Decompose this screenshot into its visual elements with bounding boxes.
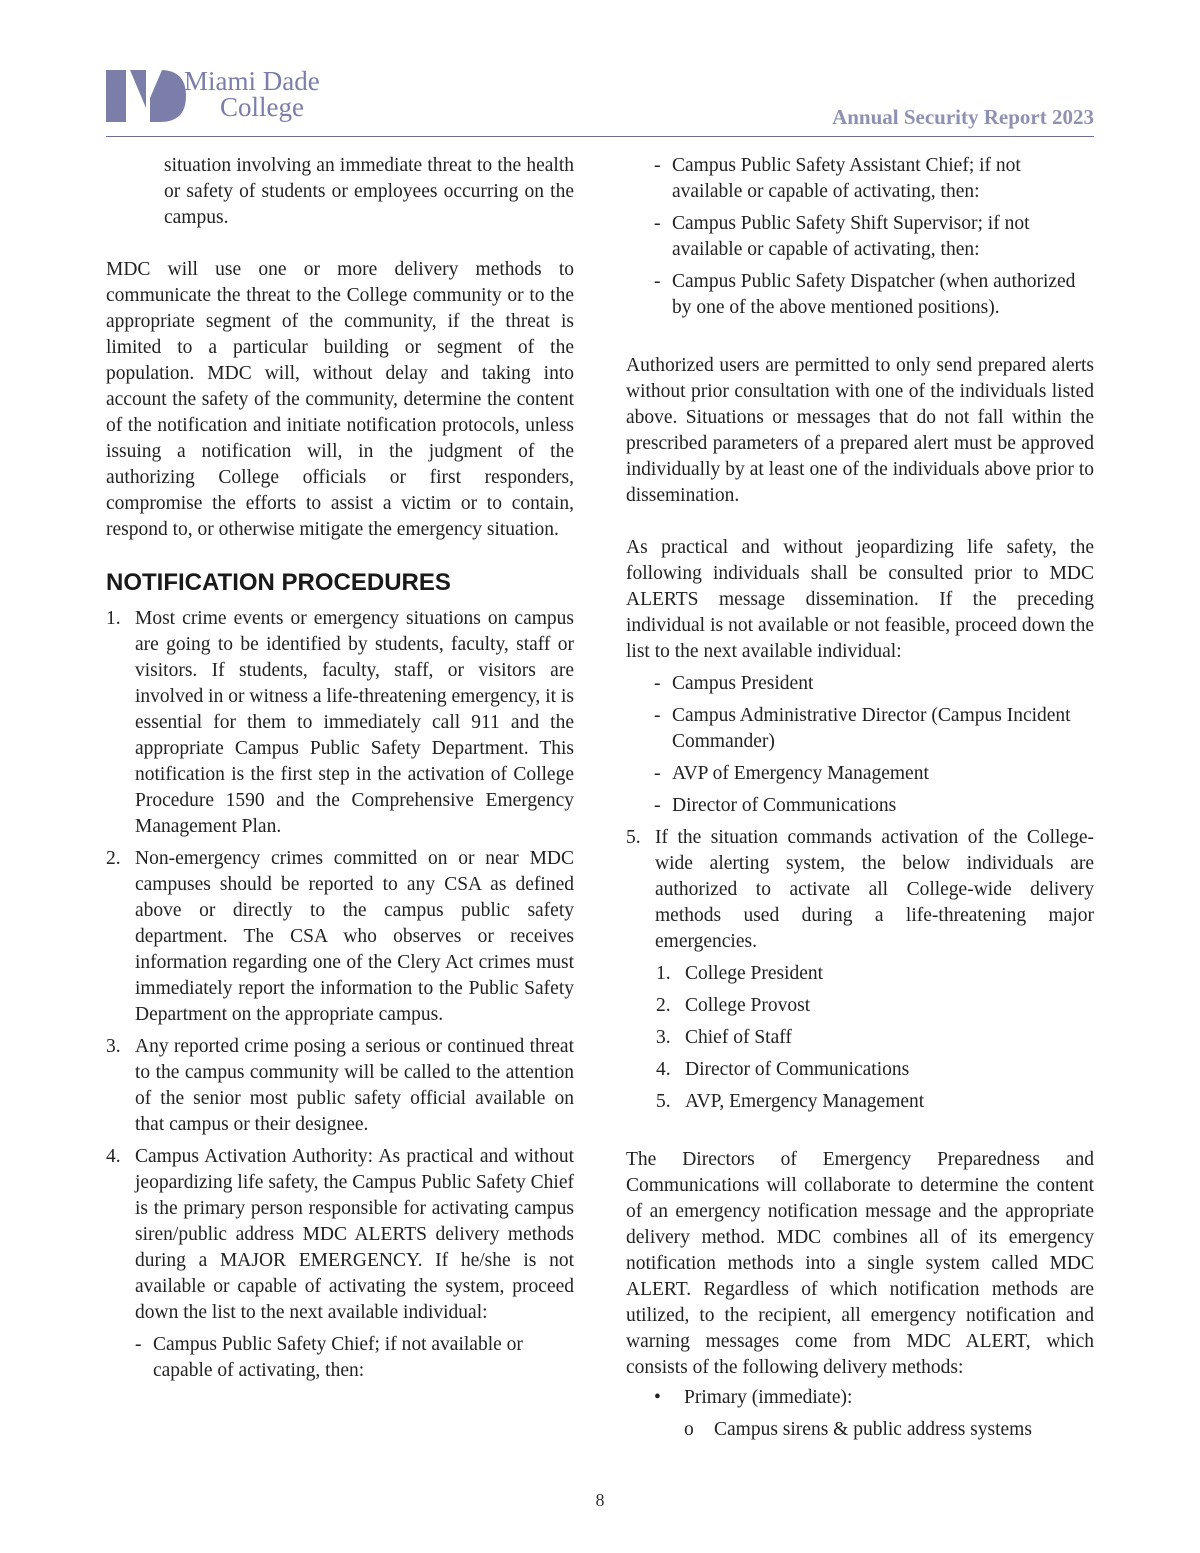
page-number: 8 — [595, 1490, 605, 1510]
dash-bullet: - — [654, 705, 661, 726]
list-number: 2. — [656, 995, 671, 1016]
activation-authority-list — [135, 1332, 574, 1384]
list-number: 4. — [656, 1059, 671, 1080]
list-item-text: Primary (immediate): — [684, 1387, 853, 1408]
list-number: 1. — [106, 608, 121, 629]
list-number: 5. — [656, 1091, 671, 1112]
directors-paragraph: The Directors of Emergency Preparedness and Communications will collaborate to determine the content of an emergency notification message and the appropriate delivery method. MDC combines all of its emergency notification methods into a single system called MDC ALERT. Regardless of which notification methods are utilized, to the recipient, all emergency notification and warning messages come from MDC ALERT, which consists of the following delivery methods: — [626, 1149, 1094, 1378]
list-item-text: Campus Administrative Director (Campus Incident Commander) — [672, 705, 1071, 752]
circle-bullet-icon: o — [684, 1419, 694, 1440]
bullet-icon: • — [654, 1387, 661, 1408]
list-item — [654, 1385, 1094, 1411]
list-number: 3. — [106, 1036, 121, 1057]
dash-bullet: - — [654, 673, 661, 694]
left-column — [106, 153, 574, 1390]
list-item — [684, 1417, 1094, 1443]
consult-list — [654, 671, 1094, 819]
list-item-text: College President — [685, 963, 824, 984]
list-item — [626, 825, 1094, 955]
dash-bullet: - — [654, 271, 661, 292]
logo-line-2: College — [220, 92, 304, 122]
list-item-text: AVP, Emergency Management — [685, 1091, 925, 1112]
procedure-list — [106, 606, 574, 1384]
page-header — [106, 68, 1094, 137]
list-item — [106, 846, 574, 1028]
list-item — [106, 1144, 574, 1384]
list-item — [106, 606, 574, 840]
continued-paragraph: situation involving an immediate threat to the health or safety of students or employees occurring on the campus. — [164, 155, 574, 228]
list-item-text: If the situation commands activation of the College-wide alerting system, the below individuals are authorized to activate all College-wide delivery methods used during a life-threatening major emergencies. — [655, 827, 1094, 952]
college-wide-authority-list — [626, 961, 1094, 1115]
list-item-text: Campus President — [672, 673, 814, 694]
list-item-text: Campus Public Safety Chief; if not available or capable of activating, then: — [153, 1334, 523, 1381]
list-item-text: Non-emergency crimes committed on or near MDC campuses should be reported to any CSA as defined above or directly to the campus public safety department. The CSA who observes or receives information regarding one of the Clery Act crimes must immediately report the information to the Public Safety Department on the appropriate campus. — [135, 848, 574, 1025]
list-item — [656, 993, 1094, 1019]
logo-wordmark — [184, 68, 320, 120]
list-item — [654, 671, 1094, 697]
list-item — [654, 703, 1094, 755]
list-item-text: Director of Communications — [685, 1059, 910, 1080]
section-heading: NOTIFICATION PROCEDURES — [106, 569, 451, 596]
dash-bullet: - — [654, 155, 661, 176]
list-number: 1. — [656, 963, 671, 984]
activation-authority-list-continued — [654, 153, 1094, 321]
list-item-text: Most crime events or emergency situations on campus are going to be identified by students, faculty, staff or visitors. If students, faculty, staff, or visitors are involved in or witness a life-threatening emergency, it is essential for them to immediately call 911 and the appropriate Campus Public Safety Department. This notification is the first step in the activation of College Procedure 1590 and the Comprehensive Emergency Management Plan. — [135, 608, 574, 837]
dash-bullet: - — [654, 213, 661, 234]
list-item — [106, 1034, 574, 1138]
delivery-methods-list — [626, 1385, 1094, 1411]
list-item — [654, 153, 1094, 205]
list-item-text: College Provost — [685, 995, 811, 1016]
list-item — [656, 1057, 1094, 1083]
list-item-text: Chief of Staff — [685, 1027, 792, 1048]
mdc-logo-icon — [106, 68, 188, 124]
list-item — [135, 1332, 574, 1384]
dash-bullet: - — [654, 763, 661, 784]
list-item — [656, 961, 1094, 987]
procedure-list-continued — [626, 825, 1094, 955]
primary-methods-list — [626, 1417, 1094, 1443]
logo-line-1: Miami Dade — [184, 66, 320, 96]
list-item-text: AVP of Emergency Management — [672, 763, 929, 784]
list-item-text: Any reported crime posing a serious or continued threat to the campus community will be called to the attention of the senior most public safety official available on that campus or their designee. — [135, 1036, 574, 1135]
report-title: Annual Security Report 2023 — [832, 105, 1094, 129]
list-number: 3. — [656, 1027, 671, 1048]
list-item-text: Campus Public Safety Shift Supervisor; if not available or capable of activating, then: — [672, 213, 1030, 260]
consultation-paragraph: As practical and without jeopardizing life safety, the following individuals shall be consulted prior to MDC ALERTS message dissemination. If the preceding individual is not available or not feasible, proceed down the list to the next available individual: — [626, 537, 1094, 662]
list-number: 5. — [626, 827, 641, 848]
list-item — [654, 211, 1094, 263]
list-item-text: Campus Activation Authority: As practical and without jeopardizing life safety, the Campus Public Safety Chief is the primary person responsible for activating campus siren/public address MDC ALERTS delivery methods during a MAJOR EMERGENCY. If he/she is not available or capable of activating the system, proceed down the list to the next available individual: — [135, 1146, 574, 1323]
list-item-text: Campus sirens & public address systems — [714, 1419, 1032, 1440]
list-item — [656, 1025, 1094, 1051]
dash-bullet: - — [135, 1334, 142, 1355]
dash-bullet: - — [654, 795, 661, 816]
list-item — [654, 269, 1094, 321]
authorized-users-paragraph: Authorized users are permitted to only send prepared alerts without prior consultation with one of the individuals listed above. Situations or messages that do not fall within the prescribed parameters of a prepared alert must be approved individually by at least one of the individuals above prior to dissemination. — [626, 355, 1094, 506]
list-item — [654, 793, 1094, 819]
list-item — [656, 1089, 1094, 1115]
list-item — [654, 761, 1094, 787]
list-item-text: Campus Public Safety Assistant Chief; if not available or capable of activating, then: — [672, 155, 1021, 202]
delivery-methods-paragraph: MDC will use one or more delivery methods to communicate the threat to the College community or to the appropriate segment of the community, if the threat is limited to a particular building or segment of the population. MDC will, without delay and taking into account the safety of the community, determine the content of the notification and initiate notification protocols, unless issuing a notification will, in the judgment of the authorizing College officials or first responders, compromise the efforts to assist a victim or to contain, respond to, or otherwise mitigate the emergency situation. — [106, 259, 574, 540]
right-column — [626, 153, 1094, 1443]
list-item-text: Director of Communications — [672, 795, 897, 816]
list-number: 4. — [106, 1146, 121, 1167]
list-number: 2. — [106, 848, 121, 869]
list-item-text: Campus Public Safety Dispatcher (when authorized by one of the above mentioned positions). — [672, 271, 1076, 318]
